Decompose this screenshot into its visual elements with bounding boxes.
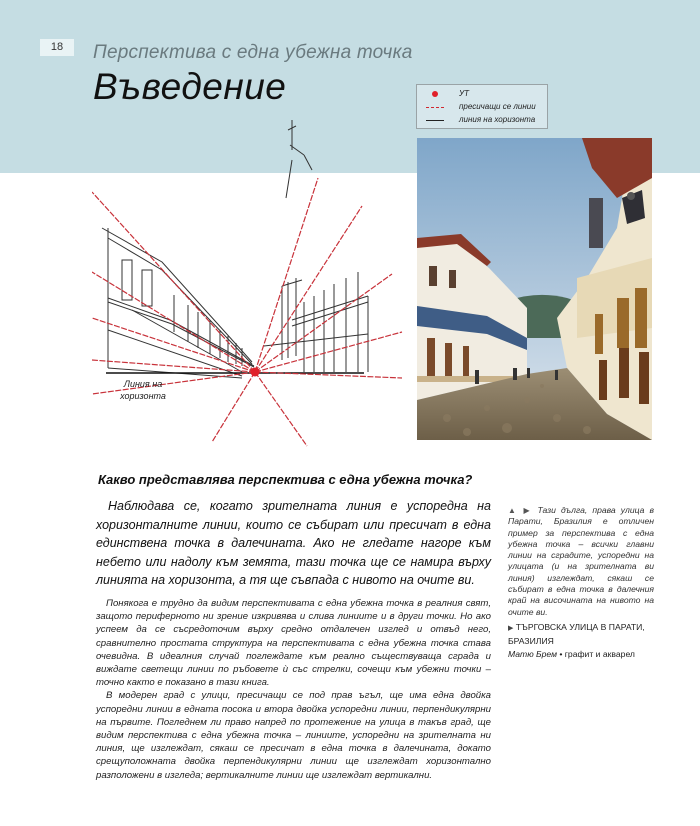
page-title: Въведение <box>93 66 287 107</box>
horizon-label-line2: хоризонта <box>120 391 166 401</box>
chapter-subtitle: Перспектива с една убежна точка <box>93 42 413 63</box>
section-question: Какво представлява перспектива с една убежна точка? <box>98 472 473 487</box>
horizon-label <box>108 378 178 402</box>
caption-text: Тази дълга, права улица в Парати, Бразилия е отличен пример за перспектива с една убежна точка – всички главни линии на сградите, успоредни на улицата (и на зрителната ви линия) изглеждат, сякаш се събират в една точка в далечния край на височината на нивото на очите ви. <box>508 505 654 617</box>
artwork-medium: графит и акварел <box>564 649 635 659</box>
street-photo <box>417 138 652 440</box>
legend-label-vp: УТ <box>459 89 469 98</box>
artwork-credit: Матю Брем • графит и акварел <box>508 649 635 659</box>
legend-item-vp <box>417 88 547 100</box>
artwork-title-text: ТЪРГОВСКА УЛИЦА В ПАРАТИ, БРАЗИЛИЯ <box>508 622 645 646</box>
triangle-right-icon: ▶ <box>508 625 514 632</box>
horizon-label-line1: Линия на <box>123 379 163 389</box>
page-number: 18 <box>40 39 74 56</box>
body-text <box>96 597 491 782</box>
artwork-title <box>508 621 658 647</box>
legend-item-horizon <box>417 114 547 126</box>
caption-arrows-icon: ▲ ▶ <box>508 506 533 515</box>
lead-paragraph: Наблюдава се, когато зрителната линия е успоредна на хоризонталните линии, които се събират или пресичат в една единствена точка в далечината. Ако не гледате нагоре към небето или надолу към земята, тази точка ще се намира върху линията на хоризонта, а тя ще съвпада с нивото на очите ви. <box>96 499 491 587</box>
artist-name: Матю Брем <box>508 649 557 659</box>
black-line-icon <box>426 120 444 121</box>
body-paragraph-1: Понякога е трудно да видим перспективата с една убежна точка в реалния свят, защото периферното ни зрение изкривява и слива линиите и в други точки. Но ако успеем да се съсредоточим върху средно отдалечен изглед и отвъд него, сравнително простата структура на перспективата с една убежна точка става очевидна. В идеалния случай поглеждате към реално съществуваща сграда и виждате светещи линии по ръбовете ѝ със стрелки, сочещи към убежни точки – точно както е показано в тази книга. <box>96 598 491 689</box>
legend-label-lines: пресичащи се линии <box>459 102 536 111</box>
photo-caption <box>508 505 654 618</box>
legend-item-lines <box>417 101 547 113</box>
legend-box <box>416 84 548 129</box>
red-line-icon <box>426 107 444 108</box>
body-paragraph-2: В модерен град с улици, пресичащи се под прав ъгъл, ще има една двойка успоредни линии в едната посока и втора двойка успоредни линии, перпендикулярни на първите. Погледнем ли право напред по протежение на улица в такъв град, ще видим перспектива с една убежна точка – линиите, успоредни на зрителната ни линия, ще изглеждат, сякаш се пресичат в една точка в далечината, докато срещуположната двойка перпендикулярни линии ще изглеждат хоризонтално разположени в изгледа; вертикалните линии ще изглеждат вертикални. <box>96 690 491 781</box>
legend-label-horizon: линия на хоризонта <box>459 115 536 124</box>
vanishing-point <box>251 368 260 377</box>
red-dot-icon <box>432 91 438 97</box>
